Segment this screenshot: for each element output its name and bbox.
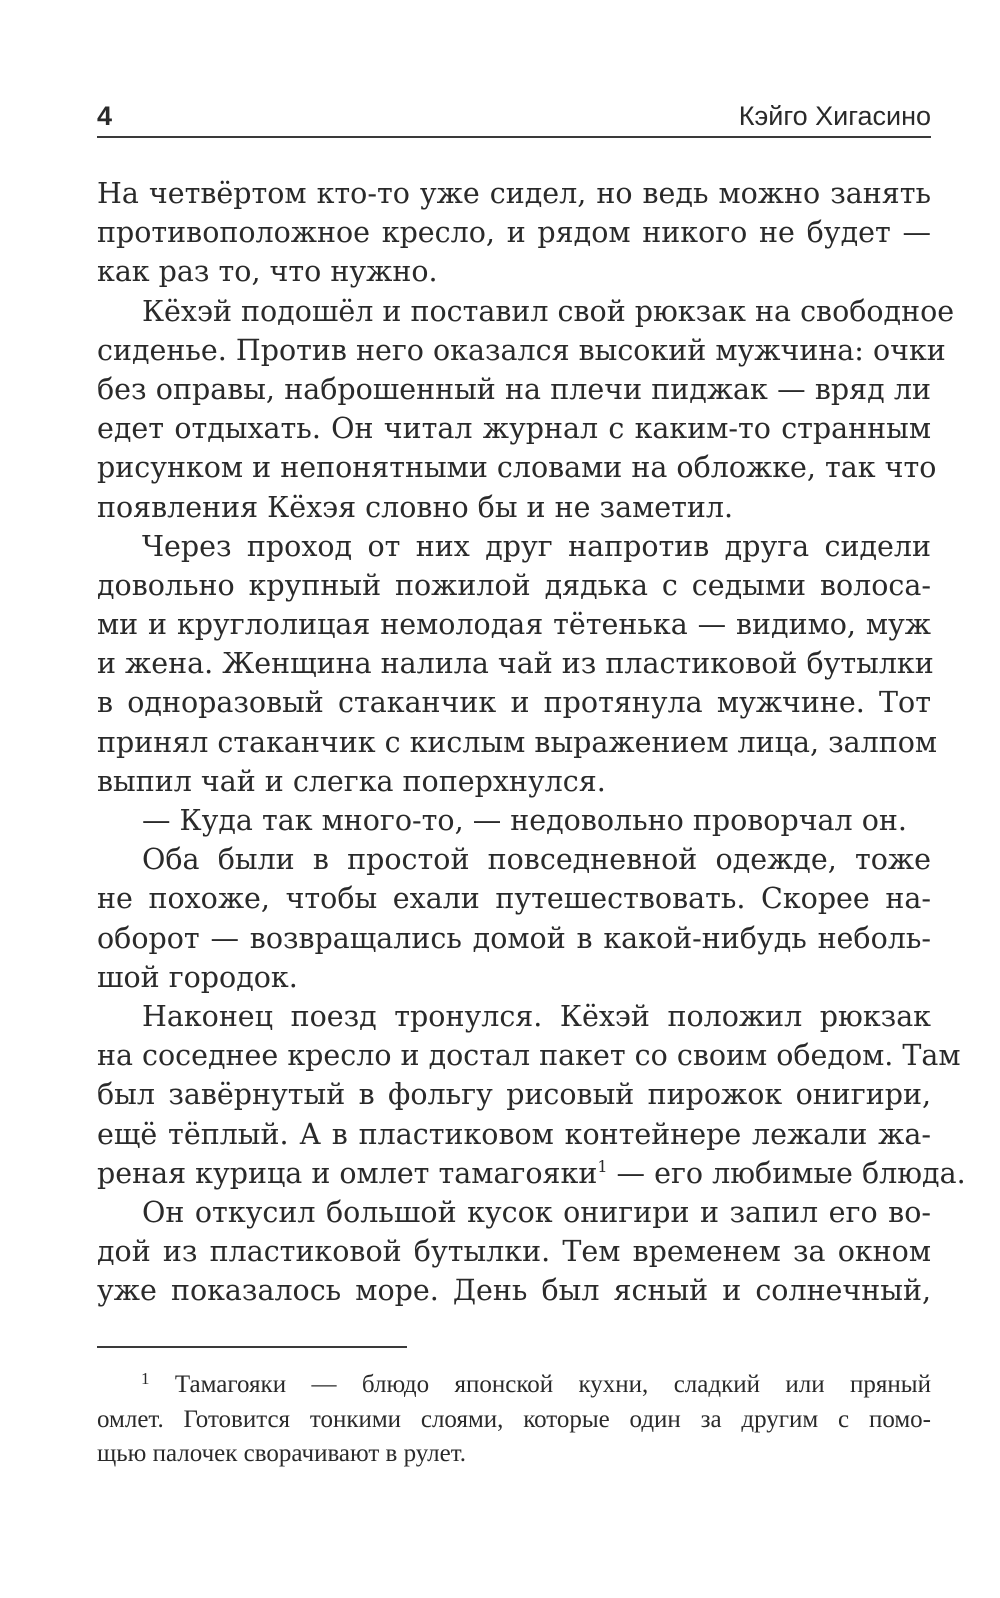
running-head (97, 96, 931, 136)
text-line: оборот — возвращались домой в какой-нибудь неболь- (97, 921, 931, 955)
text-line: довольно крупный пожилой дядька с седыми волоса- (97, 568, 931, 602)
footnote-reference[interactable]: 1 (597, 1156, 608, 1176)
book-page (97, 0, 966, 1598)
text-line: дой из пластиковой бутылки. Тем временем за окном (97, 1235, 931, 1269)
text-line: не похоже, чтобы ехали путешествовать. Скорее на- (97, 882, 931, 916)
footnote-line: щью палочек сворачивают в рулет. (97, 1440, 467, 1467)
footnote-marker: 1 (141, 1369, 150, 1388)
footnote-rule (97, 1346, 407, 1348)
text-line: принял стаканчик с кислым выражением лица, залпом (97, 725, 938, 759)
text-line: — Куда так много-то, — недовольно проворчал он. (142, 804, 907, 837)
footnote (97, 1368, 931, 1472)
text-segment: реная курица и омлет тамагояки (97, 1156, 598, 1190)
text-line: Кёхэй подошёл и поставил свой рюкзак на свободное (142, 294, 955, 328)
text-line: сиденье. Против него оказался высокий мужчина: очки (97, 333, 946, 367)
text-line: Наконец поезд тронулся. Кёхэй положил рюкзак (142, 999, 931, 1033)
text-line: противоположное кресло, и рядом никого не будет — (97, 216, 931, 250)
text-line-with-footnote (97, 1154, 966, 1193)
body-text (97, 174, 966, 1310)
text-line: шой городок. (97, 960, 298, 994)
text-line: ми и круглолицая немолодая тётенька — видимо, муж (97, 608, 931, 642)
text-line: рисунком и непонятными словами на обложке, так что (97, 451, 937, 485)
text-line: на соседнее кресло и достал пакет со своим обедом. Там (97, 1039, 961, 1073)
text-line: На четвёртом кто-то уже сидел, но ведь можно занять (97, 177, 931, 210)
header-rule (97, 136, 931, 138)
text-line: как раз то, что нужно. (97, 255, 438, 289)
footnote-line: омлет. Готовится тонкими слоями, которые один за другим с помо- (97, 1405, 931, 1433)
text-line: и жена. Женщина налила чай из пластиковой бутылки (97, 647, 934, 681)
text-line: Оба были в простой повседневной одежде, тоже (142, 843, 931, 877)
running-title: Кэйго Хигасино (738, 101, 931, 131)
page-number: 4 (97, 101, 113, 131)
text-line: появления Кёхэя словно бы и не заметил. (97, 490, 734, 524)
text-line: ещё тёплый. А в пластиковом контейнере лежали жа- (97, 1117, 931, 1151)
footnote-text: Тамагояки — блюдо японской кухни, сладкий или пряный (149, 1371, 931, 1398)
text-line: Через проход от них друг напротив друга сидели (142, 529, 931, 563)
text-segment: — его любимые блюда. (607, 1156, 966, 1190)
text-line: без оправы, наброшенный на плечи пиджак — вряд ли (97, 372, 931, 406)
text-line: выпил чай и слегка поперхнулся. (97, 764, 606, 798)
text-line: уже показалось море. День был ясный и солнечный, (97, 1274, 931, 1308)
text-line: Он откусил большой кусок онигири и запил его во- (142, 1195, 931, 1229)
text-line: едет отдыхать. Он читал журнал с каким-то странным (97, 412, 931, 446)
footnote-line (97, 1368, 931, 1403)
text-line: в одноразовый стаканчик и протянула мужчине. Тот (97, 686, 931, 720)
text-line: был завёрнутый в фольгу рисовый пирожок онигири, (97, 1078, 931, 1112)
